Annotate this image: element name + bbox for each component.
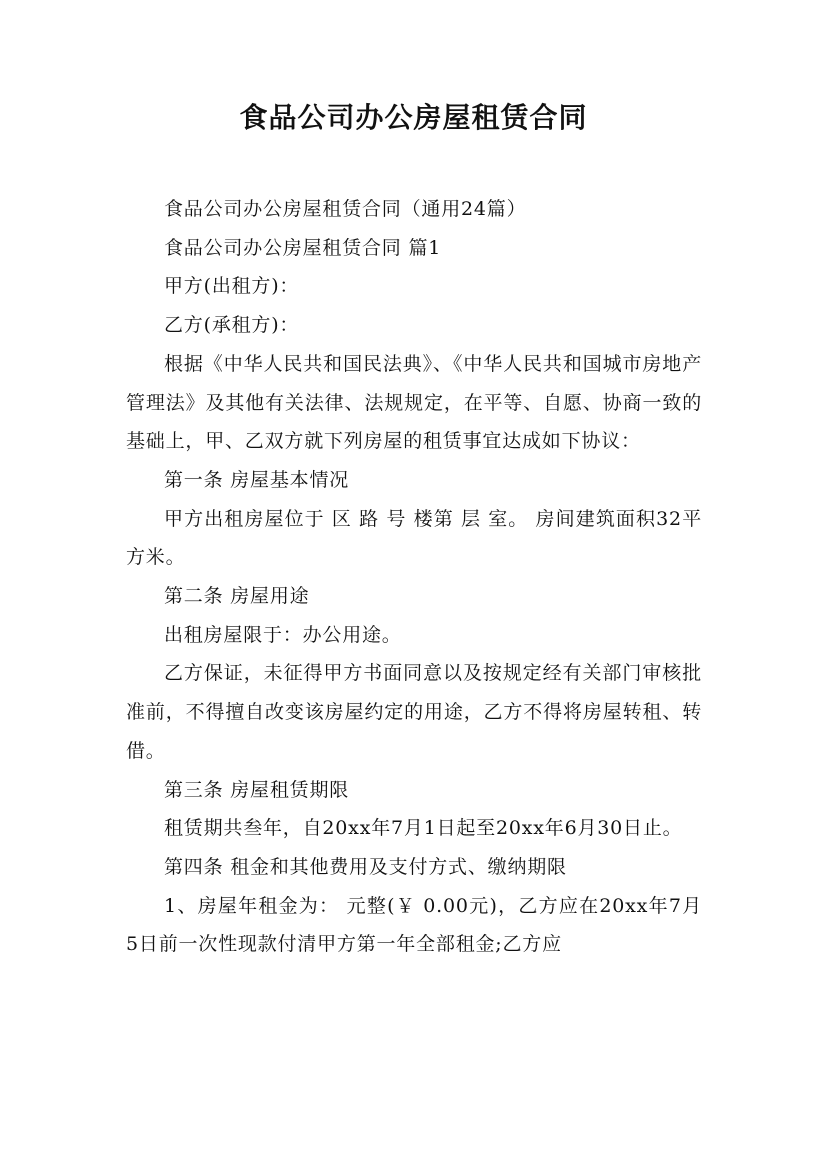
paragraph-article-3-heading: 第三条 房屋租赁期限 [164,778,350,801]
paragraph-article-2-body-1: 出租房屋限于：办公用途。 [164,623,402,646]
paragraph-article-4-heading: 第四条 租金和其他费用及支付方式、缴纳期限 [164,855,567,878]
paragraph-party-a: 甲方(出租方)： [164,275,300,298]
paragraph-article-2-heading: 第二条 房屋用途 [164,585,310,608]
paragraph-article-1-body: 甲方出租房屋位于 区 路 号 楼第 层 室。 房间建筑面积32平方米。 [126,507,702,569]
paragraph-chapter-heading: 食品公司办公房屋租赁合同 篇1 [164,236,442,259]
paragraph-party-b: 乙方(承租方)： [164,314,300,337]
paragraph-article-3-body: 租赁期共叁年，自20xx年7月1日起至20xx年6月30日止。 [164,817,683,840]
paragraph-article-2-body-2: 乙方保证，未征得甲方书面同意以及按规定经有关部门审核批准前，不得擅自改变该房屋约定的用途，乙方不得将房屋转租、转借。 [126,662,702,762]
document-title: 食品公司办公房屋租赁合同 [239,101,588,134]
paragraph-article-4-body: 1、房屋年租金为： 元整(￥ 0.00元)，乙方应在20xx年7月5日前一次性现款付清甲方第一年全部租金;乙方应 [126,894,702,956]
paragraph-article-1-heading: 第一条 房屋基本情况 [164,468,350,491]
document-body [126,190,702,964]
paragraph-preamble: 根据《中华人民共和国民法典》、《中华人民共和国城市房地产管理法》及其他有关法律、法规规定，在平等、自愿、协商一致的基础上，甲、乙双方就下列房屋的租赁事宜达成如下协议： [126,352,702,453]
paragraph-subtitle: 食品公司办公房屋租赁合同（通用24篇） [164,198,527,220]
